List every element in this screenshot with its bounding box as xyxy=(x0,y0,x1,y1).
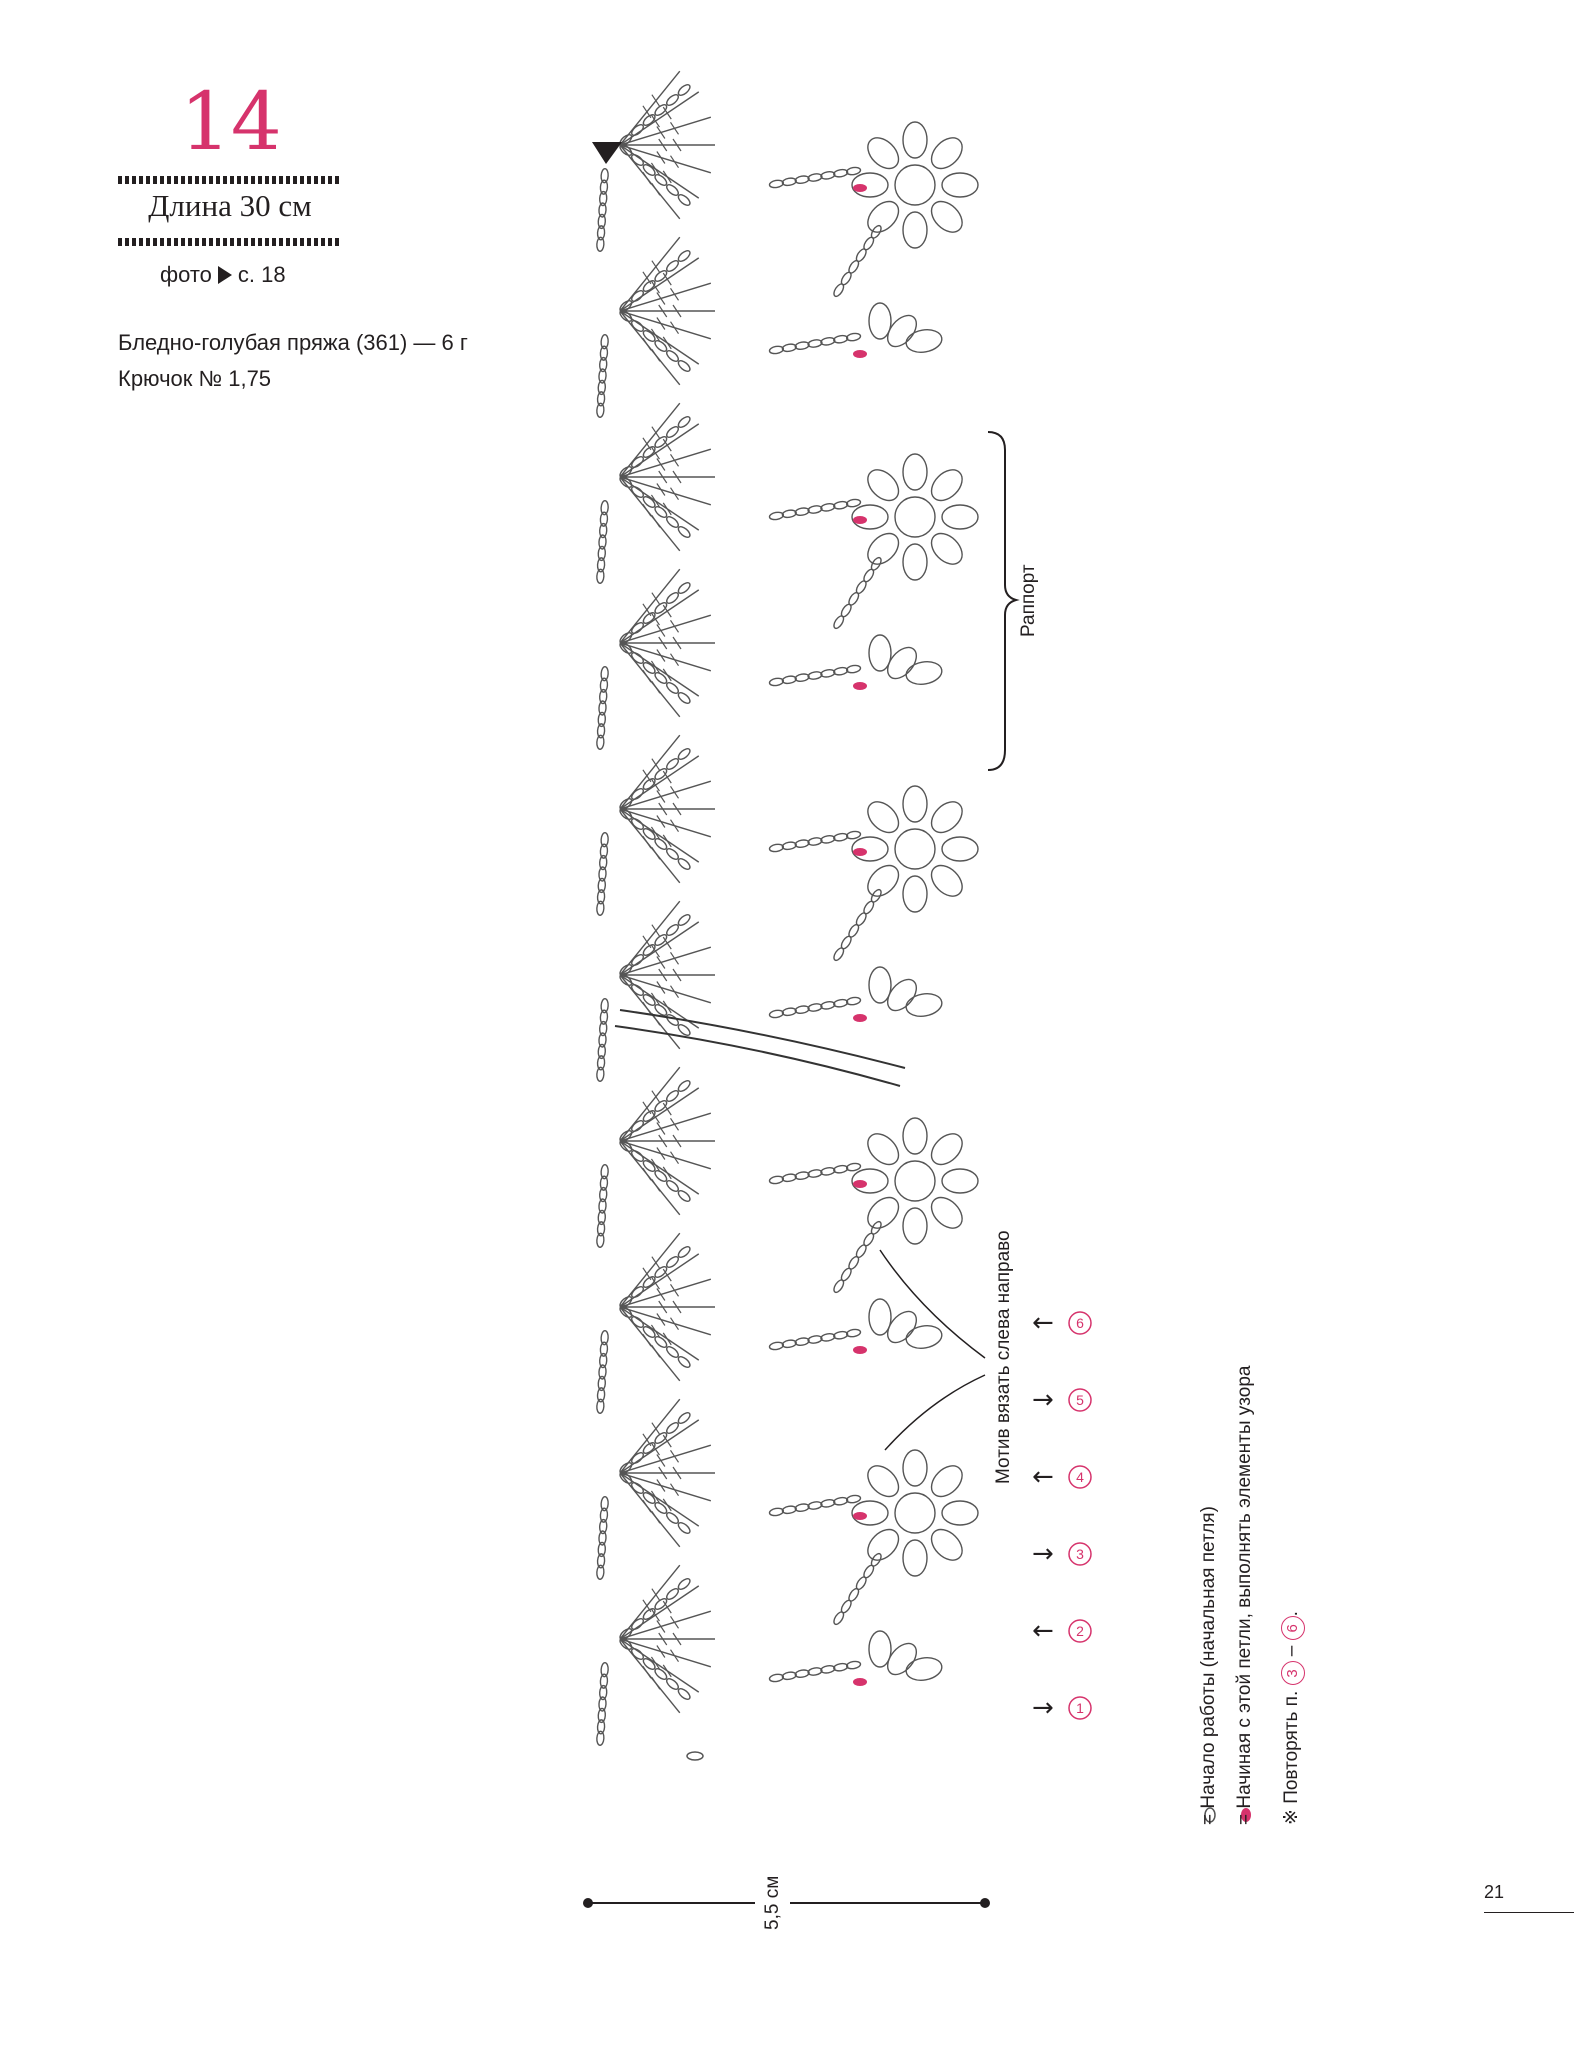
rapport-label: Раппорт xyxy=(1018,564,1039,637)
repeat-end: . xyxy=(1281,1611,1302,1617)
row-number: 5 xyxy=(1076,1392,1084,1408)
pink-loop-icon xyxy=(853,516,867,524)
photo-ref-label: фото xyxy=(160,262,212,287)
pink-loop-icon xyxy=(853,184,867,192)
page-number: 21 xyxy=(1484,1882,1505,1902)
row-arrow: ← xyxy=(1032,1308,1054,1338)
repeat-to-circle: 6 xyxy=(1281,1616,1305,1640)
row-number: 6 xyxy=(1076,1315,1084,1331)
row-marker xyxy=(1032,1693,1091,1723)
pattern-repeat xyxy=(596,556,943,749)
row-markers xyxy=(1032,1308,1091,1723)
row-number: 1 xyxy=(1076,1700,1084,1716)
pattern-repeat xyxy=(596,403,978,583)
photo-ref-page: с. 18 xyxy=(237,262,286,287)
direction-note: Мотив вязать слева направо xyxy=(993,1230,1014,1484)
start-marker-icon xyxy=(592,142,622,164)
photo-reference[interactable] xyxy=(160,262,286,288)
pink-loop-icon xyxy=(853,1014,867,1022)
pattern-repeat xyxy=(596,1399,978,1579)
row-marker xyxy=(1032,1616,1091,1646)
legend-start: = Начало работы (начальная петля) xyxy=(1198,1506,1219,1825)
row-number: 3 xyxy=(1076,1546,1084,1562)
yarn-info: Бледно-голубая пряжа (361) — 6 г xyxy=(118,330,468,355)
repeat-dash: – xyxy=(1281,1645,1302,1657)
legend-repeat xyxy=(1280,1611,1305,1825)
row-arrow: → xyxy=(1032,1539,1054,1569)
row-arrow: → xyxy=(1032,1693,1054,1723)
row-number: 2 xyxy=(1076,1623,1084,1639)
play-triangle-icon xyxy=(218,266,232,284)
pink-loop-icon xyxy=(853,848,867,856)
pink-loop-icon xyxy=(853,682,867,690)
row-marker xyxy=(1032,1462,1091,1492)
pattern-length: Длина 30 см xyxy=(148,188,312,223)
row-arrow: ← xyxy=(1032,1462,1054,1492)
pink-loop-icon xyxy=(853,1678,867,1686)
pattern-repeat xyxy=(596,735,978,915)
repeat-from-circle: 3 xyxy=(1281,1661,1305,1685)
direction-pointer-lines xyxy=(880,1250,985,1450)
divider-bottom xyxy=(118,238,342,246)
stitch-motifs xyxy=(596,71,978,1760)
start-loop-icon xyxy=(687,1752,703,1760)
rapport-bracket xyxy=(988,432,1016,770)
row-number: 4 xyxy=(1076,1469,1084,1485)
row-marker xyxy=(1032,1539,1091,1569)
pattern-repeat xyxy=(596,1067,978,1247)
row-arrow: ← xyxy=(1032,1616,1054,1646)
row-arrow: → xyxy=(1032,1385,1054,1415)
row-marker xyxy=(1032,1308,1091,1338)
page-number-rule xyxy=(1484,1912,1574,1913)
pattern-repeat xyxy=(596,1552,943,1745)
width-label: 5,5 см xyxy=(762,1875,783,1930)
width-dimension xyxy=(584,1899,989,1907)
pink-loop-icon xyxy=(853,1512,867,1520)
legend-repeat-prefix: ※ Повторять п. xyxy=(1281,1690,1302,1825)
pattern-number: 14 xyxy=(180,75,282,168)
row-marker xyxy=(1032,1385,1091,1415)
legend-pink: = Начиная с этой петли, выполнять элементы узора xyxy=(1234,1365,1255,1825)
pattern-repeat xyxy=(596,224,943,417)
pink-loop-icon xyxy=(853,350,867,358)
pink-loop-icon xyxy=(853,1180,867,1188)
pink-loop-icon xyxy=(853,1346,867,1354)
pattern-repeat xyxy=(596,1220,943,1413)
pattern-repeat xyxy=(596,71,978,251)
hook-info: Крючок № 1,75 xyxy=(118,366,272,391)
divider-top xyxy=(118,176,342,184)
